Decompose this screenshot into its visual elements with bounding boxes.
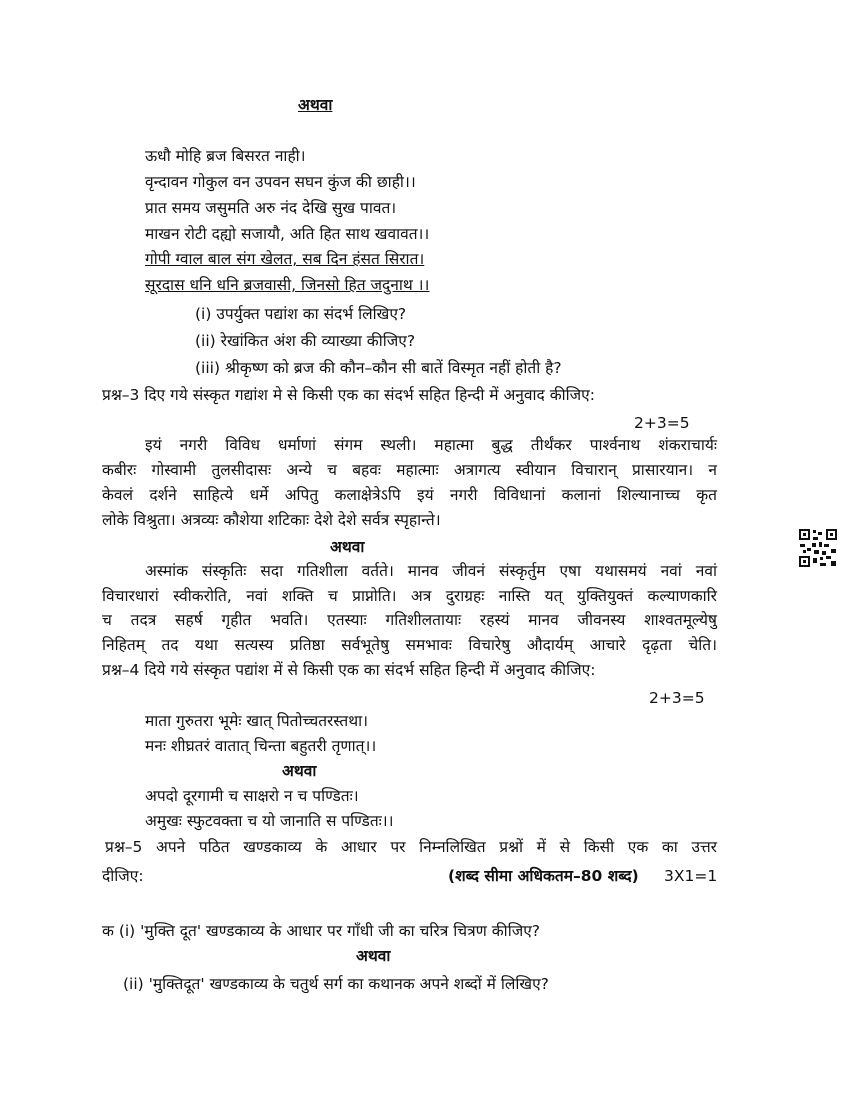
q4-or: अथवा — [282, 762, 317, 780]
q4-verse-line: मनः शीघ्रतरं वातात् चिन्ता बहुतरी तृणात्।। — [145, 737, 377, 755]
q4-verse-line: अपदो दूरगामी च साक्षरो न च पण्डितः। — [145, 787, 359, 805]
q3-passage2-line: विचारधारां स्वीकरोति, नवां शक्ति च प्राप्नोति। अत्र दुराग्रहः नास्ति यत् युक्तियुक्तं कल्याणकारि — [102, 587, 717, 605]
q3-passage2-line: निहितम् तद यथा सत्यस्य प्रतिष्ठा सर्वभूतेषु समभावः विचारेषु औदार्यम् आचारे दृढ़ता चेति। — [102, 636, 717, 654]
q3-marks: 2+3=5 — [634, 414, 690, 432]
q4-marks: 2+3=5 — [649, 689, 705, 707]
poem-question: (i) उपर्युक्त पद्यांश का संदर्भ लिखिए? — [195, 305, 407, 323]
question-4: प्रश्न–4 दिये गये संस्कृत पद्यांश में से किसी एक का संदर्भ सहित हिन्दी में अनुवाद कीजिए: — [102, 661, 596, 679]
q5-option-2: (ii) 'मुक्तिदूत' खण्डकाव्य के चतुर्थ सर्ग का कथानक अपने शब्दों में लिखिए? — [123, 975, 549, 993]
q3-passage1-line: लोके विश्रुता। अत्रव्यः कौशेया शटिकाः देशे देशे सर्वत्र स्पृहान्ते। — [102, 511, 441, 529]
q5-option-1: क (i) 'मुक्ति दूत' खण्डकाव्य के आधार पर गाँधी जी का चरित्र चित्रण कीजिए? — [102, 922, 541, 940]
poem-line: ऊधौ मोहि ब्रज बिसरत नाही। — [145, 147, 306, 165]
qr-code-icon — [798, 528, 838, 568]
q5-word-limit: (शब्द सीमा अधिकतम–80 शब्द) — [448, 867, 639, 885]
poem-line-underlined: सूरदास धनि धनि ब्रजवासी, जिनसो हित जदुनाथ ।। — [145, 276, 430, 294]
poem-line: वृन्दावन गोकुल वन उपवन सघन कुंज की छाही।। — [145, 173, 416, 191]
q4-verse-line: अमुखः स्फुटवक्ता च यो जानाति स पण्डितः।। — [145, 812, 394, 830]
poem-line: प्रात समय जसुमति अरु नंद देखि सुख पावत। — [145, 199, 397, 217]
poem-line: माखन रोटी दह्यो सजायौ, अति हित साथ खवावत।। — [145, 225, 430, 243]
poem-line-underlined: गोपी ग्वाल बाल संग खेलत, सब दिन हंसत सिरात। — [145, 250, 425, 268]
question-5: प्रश्न–5 अपने पठित खण्डकाव्य के आधार पर निम्नलिखित प्रश्नों में से किसी एक का उत्तर — [105, 838, 717, 856]
question-3: प्रश्न–3 दिए गये संस्कृत गद्यांश मे से किसी एक का संदर्भ सहित हिन्दी में अनुवाद कीजिए: — [102, 386, 595, 404]
q3-passage2-line: च तदत्र सहर्ष गृहीत भवति। एतस्याः गतिशीलतायाः रहस्यं मानव जीवनस्य शाश्वतमूल्येषु — [102, 611, 717, 629]
question-5-cont: दीजिए: — [102, 867, 144, 885]
q3-passage1-line: कबीरः गोस्वामी तुलसीदासः अन्ये च बहवः महात्माः अत्रागत्य स्वीयान विचारान् प्रासारयान। न — [102, 461, 717, 479]
or-heading: अथवा — [298, 96, 333, 114]
q3-or: अथवा — [330, 538, 365, 556]
q5-or: अथवा — [356, 947, 391, 965]
q4-verse-line: माता गुरुतरा भूमेः खात् पितोच्चतरस्तथा। — [145, 712, 369, 730]
q3-passage1-line: इयं नगरी विविध धर्माणां संगम स्थली। महात्मा बुद्ध तीर्थंकर पार्श्वनाथ शंकराचार्यः — [145, 436, 717, 454]
q5-marks: 3X1=1 — [664, 867, 718, 885]
poem-question: (ii) रेखांकित अंश की व्याख्या कीजिए? — [195, 332, 416, 350]
q3-passage1-line: केवलं दर्शने साहित्ये धर्मे अपितु कलाक्षेत्रेऽपि इयं नगरी विविधानां कलानां शिल्यानाच्च कृत — [102, 486, 717, 504]
poem-question: (iii) श्रीकृष्ण को ब्रज की कौन–कौन सी बातें विस्मृत नहीं होती है? — [195, 359, 562, 377]
q3-passage2-line: अस्मांक संस्कृतिः सदा गतिशीला वर्तते। मानव जीवनं संस्कृर्तुम एषा यथासमयं नवां नवां — [145, 562, 717, 580]
